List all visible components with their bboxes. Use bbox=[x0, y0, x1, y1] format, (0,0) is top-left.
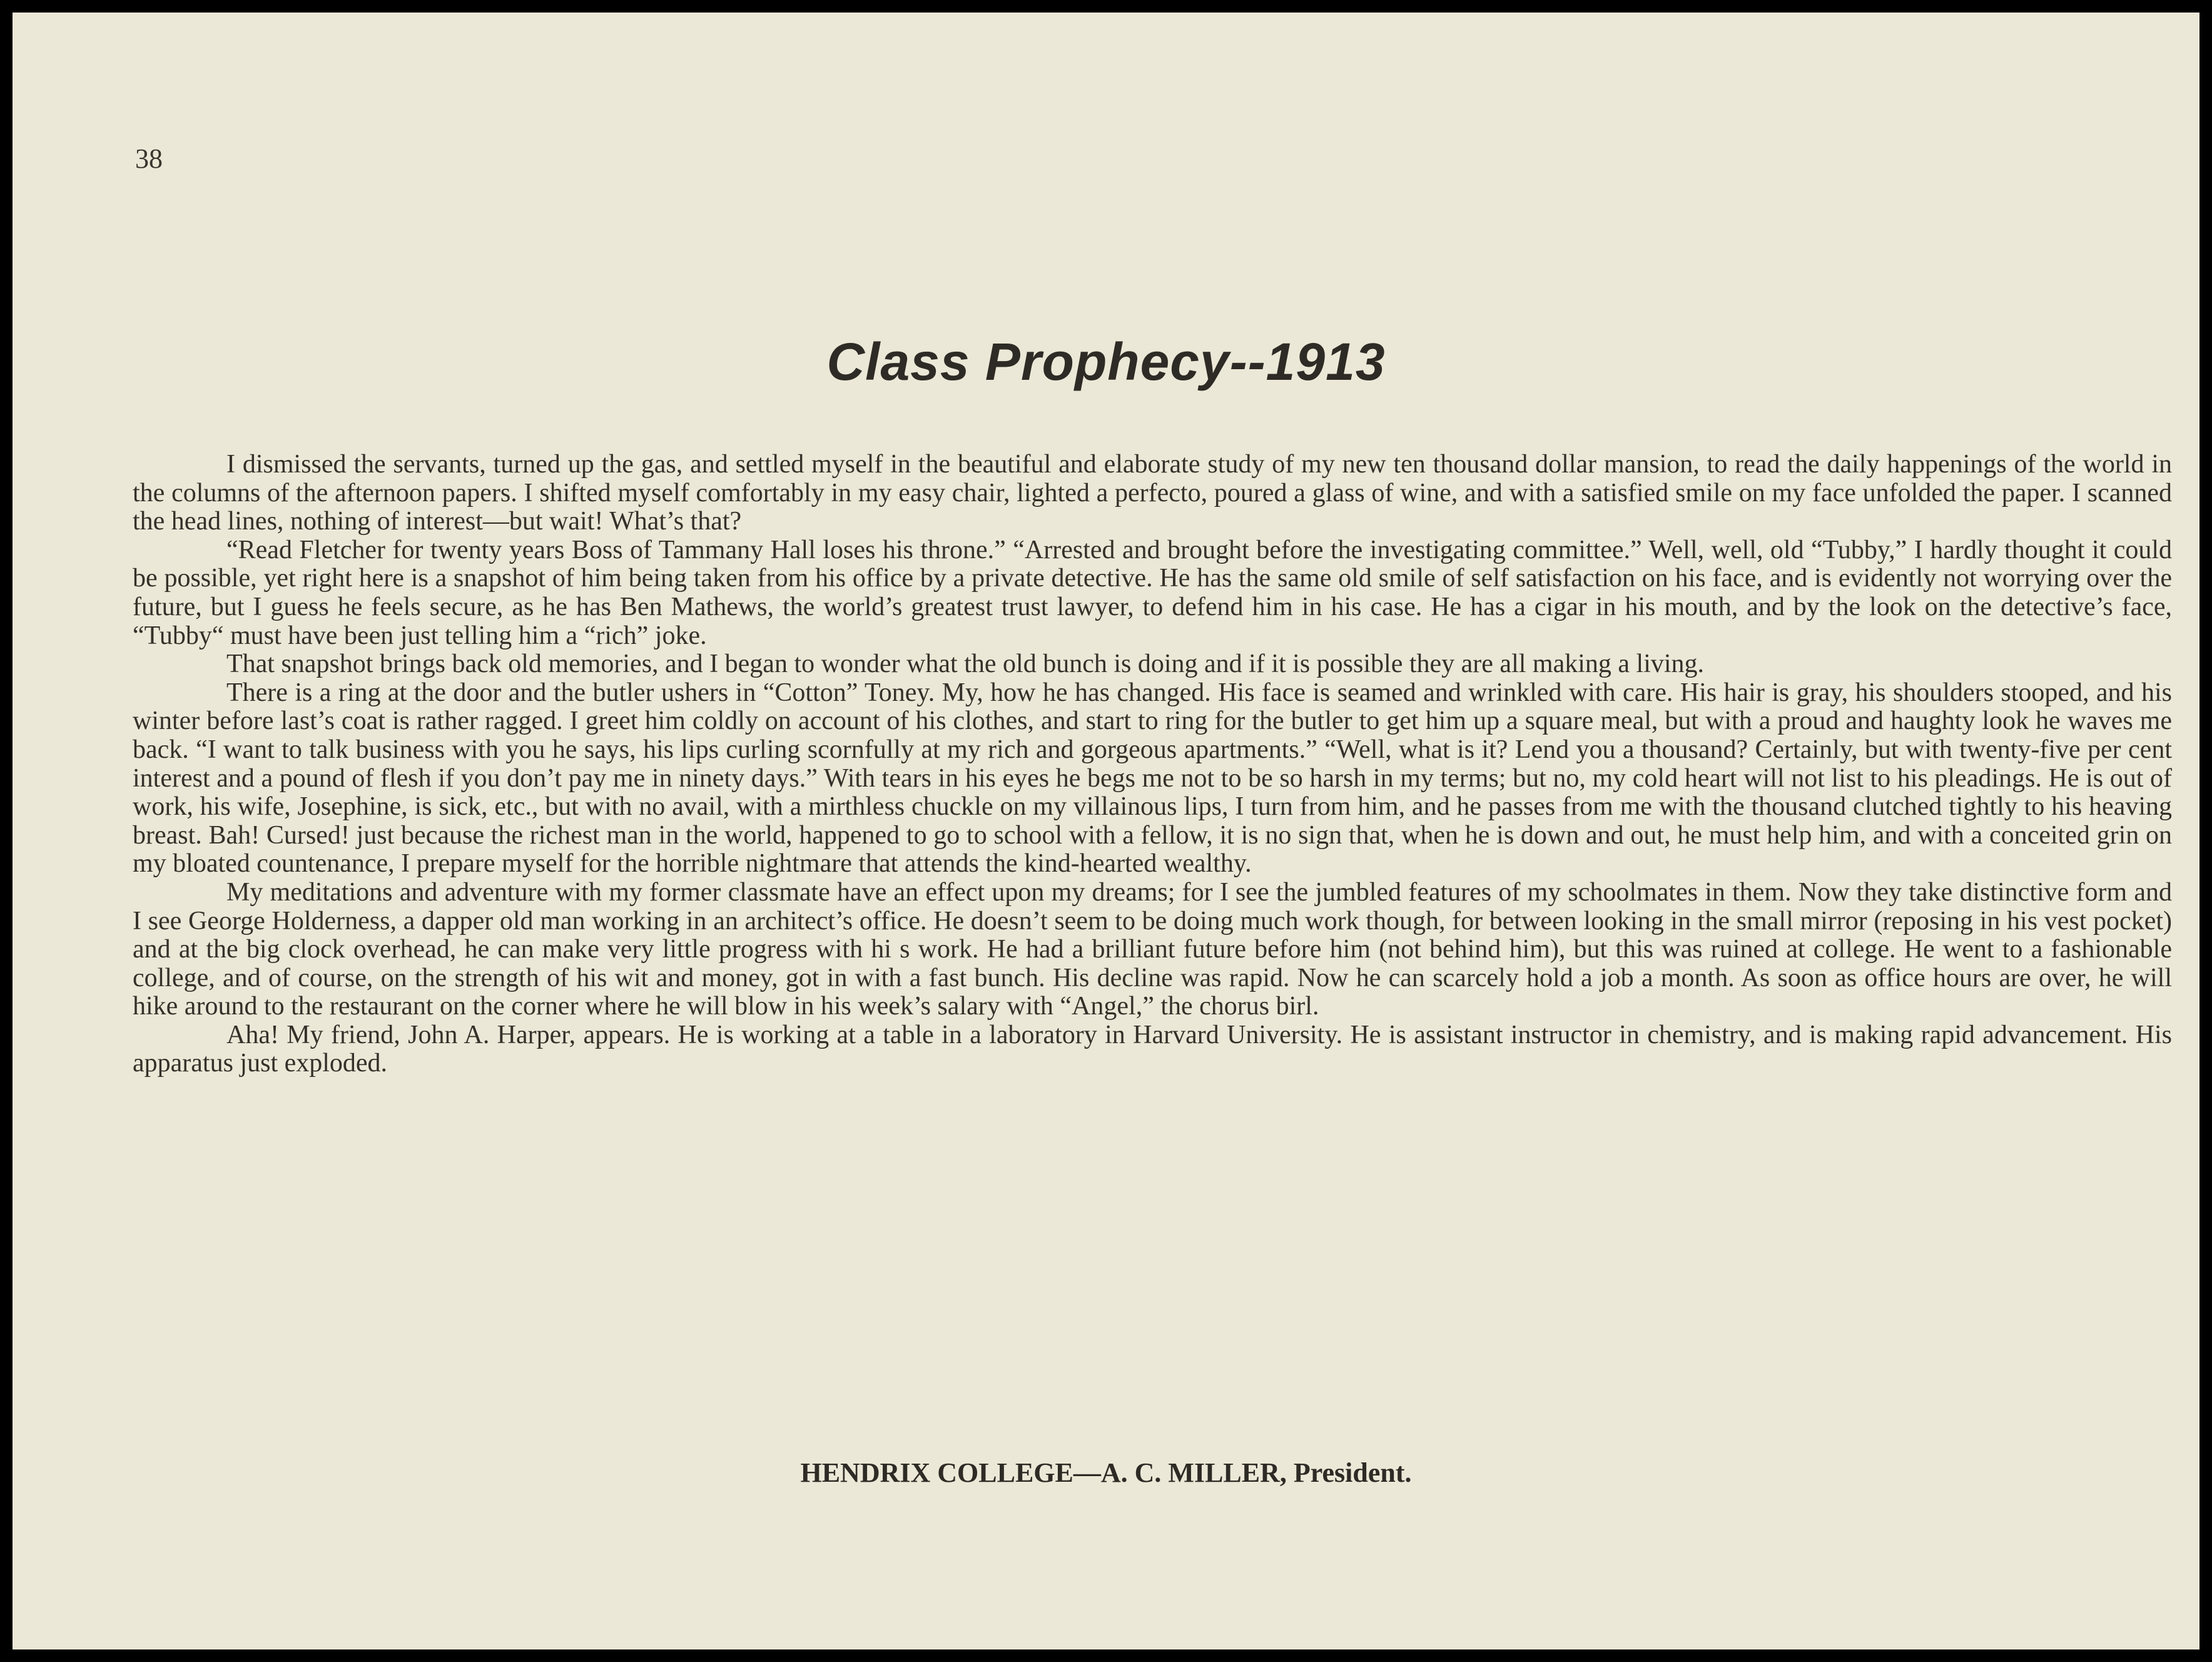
paragraph: Aha! My friend, John A. Harper, appears. He is working at a table in a laboratory in Harvard University. He is assistant instructor in chemistry, and is making rapid advancement. His apparatus just exploded. bbox=[133, 1020, 2172, 1078]
paragraph: That snapshot brings back old memories, and I began to wonder what the old bunch is doing and if it is possible they are all making a living. bbox=[226, 650, 1705, 679]
paragraph: There is a ring at the door and the butler ushers in “Cotton” Toney. My, how he has changed. His face is seamed and wrinkled with care. His hair is gray, his shoulders stooped, and his winter before last’s coat is rather ragged. I greet him coldly on account of his clothes, and start to ring for the butler to get him up a square meal, but with a proud and haughty look he waves me back. “I want to talk business with you he says, his lips curling scornfully at my rich and gorgeous apartments.” “Well, what is it? Lend you a thousand? Certainly, but with twenty-five per cent interest and a pound of flesh if you don’t pay me in ninety days.” With tears in his eyes he begs me not to be so harsh in my terms; but no, my cold heart will not list to his pleadings. He is out of work, his wife, Josephine, is sick, etc., but with no avail, with a mirthless chuckle on my villainous lips, I turn from him, and he passes from me with the thousand clutched tightly to his heaving breast. Bah! Cursed! just because the richest man in the world, happened to go to school with a fellow, it is no sign that, when he is down and out, he must help him, and with a conceited grin on my bloated countenance, I prepare myself for the horrible nightmare that attends the kind-hearted wealthy. bbox=[133, 678, 2172, 879]
article-body bbox=[133, 451, 2172, 1078]
paragraph: My meditations and adventure with my former classmate have an effect upon my dreams; for I see the jumbled features of my schoolmates in them. Now they take distinctive form and I see George Holderness, a dapper old man working in an architect’s office. He doesn’t seem to be doing much work though, for between looking in the small mirror (reposing in his vest pocket) and at the big clock overhead, he can make very little progress with hi s work. He had a brilliant future before him (not behind him), but this was ruined at college. He went to a fashionable college, and of course, on the strength of his wit and money, got in with a fast bunch. His decline was rapid. Now he can scarcely hold a job a month. As soon as office hours are over, he will hike around to the restaurant on the corner where he will blow in his week’s salary with “Angel,” the chorus birl. bbox=[133, 877, 2172, 1021]
paragraph: I dismissed the servants, turned up the gas, and settled myself in the beautiful and elaborate study of my new ten thousand dollar mansion, to read the daily happenings of the world in the columns of the afternoon papers. I shifted myself comfortably in my easy chair, lighted a perfecto, poured a glass of wine, and with a satisfied smile on my face unfolded the paper. I scanned the head lines, nothing of interest—but wait! What’s that? bbox=[133, 450, 2172, 536]
footer-imprint: HENDRIX COLLEGE—A. C. MILLER, President. bbox=[800, 1457, 1412, 1488]
page-number: 38 bbox=[135, 143, 163, 174]
paragraph: “Read Fletcher for twenty years Boss of Tammany Hall loses his throne.” “Arrested and brought before the investigating committee.” Well, well, old “Tubby,” I hardly thought it could be possible, yet right here is a snapshot of him being taken from his office by a private detective. He has the same old smile of self satisfaction on his face, and is evidently not worrying over the future, but I guess he feels secure, as he has Ben Mathews, the world’s greatest trust lawyer, to defend him in his case. He has a cigar in his mouth, and by the look on the detective’s face, “Tubby“ must have been just telling him a “rich” joke. bbox=[133, 535, 2172, 650]
page bbox=[13, 13, 2199, 1649]
page-title: Class Prophecy--1913 bbox=[826, 332, 1386, 391]
